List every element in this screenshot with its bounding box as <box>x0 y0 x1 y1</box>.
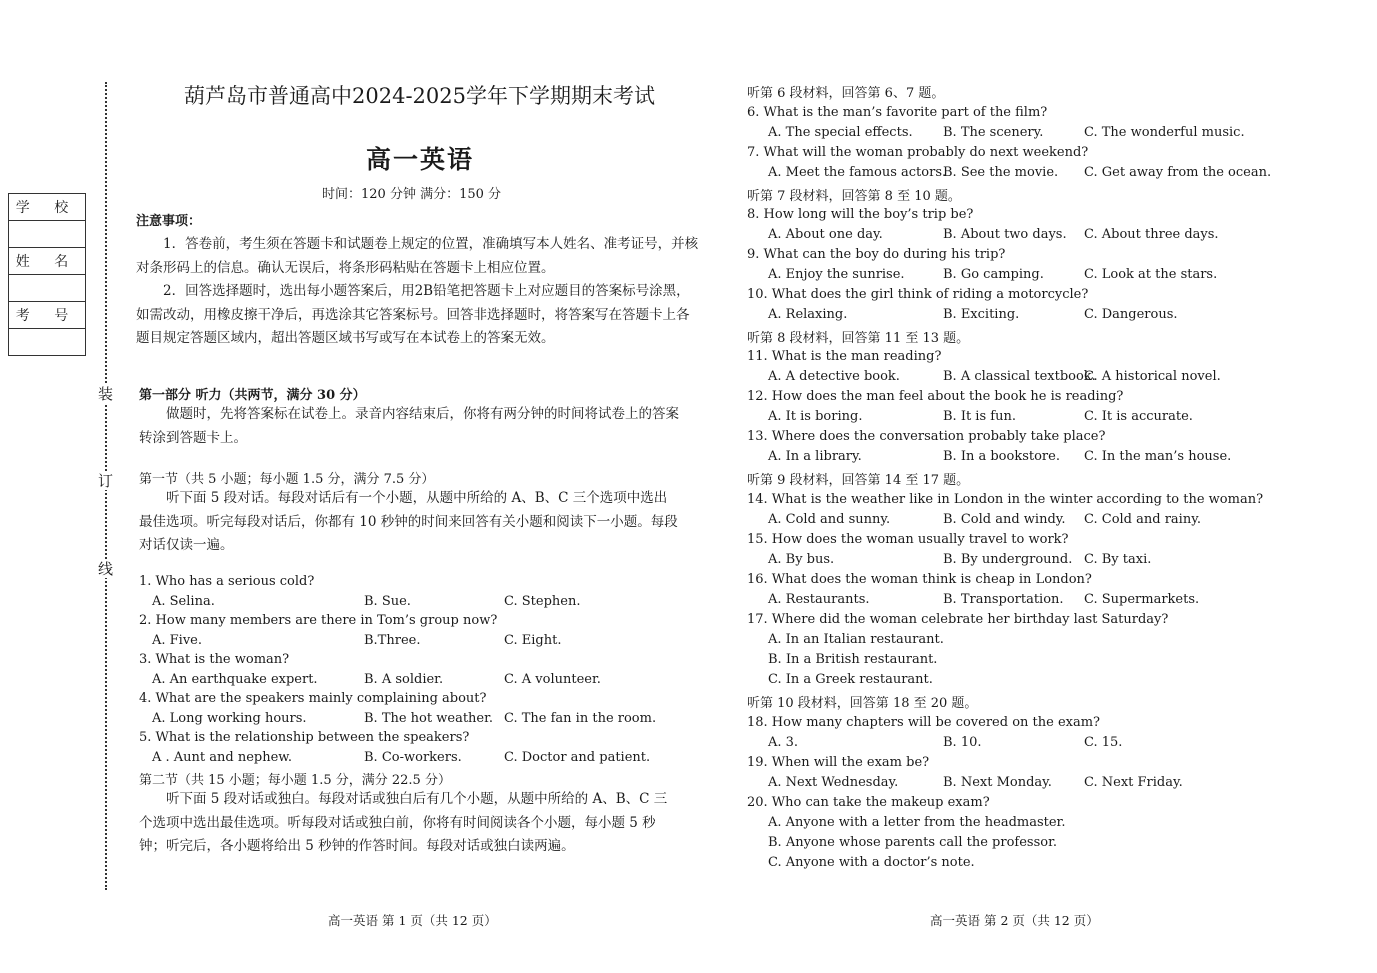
footer-page-1: 高一英语 第 1 页（共 12 页） <box>328 913 497 928</box>
q14-option-b[interactable]: B. Cold and windy. <box>943 512 1066 527</box>
q10-option-c[interactable]: C. Dangerous. <box>1084 307 1178 322</box>
material-8-heading: 听第 8 段材料，回答第 11 至 13 题。 <box>747 331 970 346</box>
name-label: 姓 名 <box>9 248 85 275</box>
q17-option-c[interactable]: C. In a Greek restaurant. <box>768 672 933 687</box>
question-12: 12. How does the man feel about the book he is reading? <box>747 389 1124 404</box>
q3-option-c[interactable]: C. A volunteer. <box>504 672 601 687</box>
q3-option-a[interactable]: A. An earthquake expert. <box>152 672 318 687</box>
q10-option-b[interactable]: B. Exciting. <box>943 307 1020 322</box>
q1-option-b[interactable]: B. Sue. <box>364 594 411 609</box>
question-2: 2. How many members are there in Tom’s group now? <box>139 613 498 628</box>
q17-option-b[interactable]: B. In a British restaurant. <box>768 652 938 667</box>
q14-option-c[interactable]: C. Cold and rainy. <box>1084 512 1201 527</box>
question-6: 6. What is the man’s favorite part of the film? <box>747 105 1048 120</box>
part1-intro: 做题时，先将答案标在试卷上。录音内容结束后，你将有两分钟的时间将试卷上的答案转涂到答题卡上。 <box>139 406 679 446</box>
part1-heading: 第一部分 听力（共两节，满分 30 分） <box>139 388 366 403</box>
q7-option-c[interactable]: C. Get away from the ocean. <box>1084 165 1272 180</box>
q2-option-c[interactable]: C. Eight. <box>504 633 562 648</box>
q15-option-c[interactable]: C. By taxi. <box>1084 552 1152 567</box>
q11-option-a[interactable]: A. A detective book. <box>768 369 900 384</box>
material-7-heading: 听第 7 段材料，回答第 8 至 10 题。 <box>747 189 961 204</box>
q1-option-c[interactable]: C. Stephen. <box>504 594 581 609</box>
school-field[interactable] <box>9 221 85 248</box>
q6-option-a[interactable]: A. The special effects. <box>768 125 913 140</box>
q6-option-c[interactable]: C. The wonderful music. <box>1084 125 1245 140</box>
q16-option-c[interactable]: C. Supermarkets. <box>1084 592 1200 607</box>
q18-option-c[interactable]: C. 15. <box>1084 735 1123 750</box>
subject-title: 高一英语 <box>366 145 475 174</box>
section2-heading: 第二节（共 15 小题；每小题 1.5 分，满分 22.5 分） <box>139 773 451 788</box>
student-info-table <box>8 193 86 356</box>
exam-number-label: 考 号 <box>9 302 85 329</box>
question-14: 14. What is the weather like in London in the winter according to the woman? <box>747 492 1264 507</box>
notice-item-1: 1．答卷前，考生须在答题卡和试题卷上规定的位置，准确填写本人姓名、准考证号，并核对条形码上的信息。确认无误后，将条形码粘贴在答题卡上相应位置。 <box>136 236 699 276</box>
q14-option-a[interactable]: A. Cold and sunny. <box>768 512 891 527</box>
q20-option-b[interactable]: B. Anyone whose parents call the professor. <box>768 835 1058 850</box>
q13-option-b[interactable]: B. In a bookstore. <box>943 449 1060 464</box>
q20-option-a[interactable]: A. Anyone with a letter from the headmaster. <box>768 815 1066 830</box>
q11-option-b[interactable]: B. A classical textbook. <box>943 369 1096 384</box>
question-18: 18. How many chapters will be covered on the exam? <box>747 715 1101 730</box>
q11-option-c[interactable]: C. A historical novel. <box>1084 369 1221 384</box>
q9-option-c[interactable]: C. Look at the stars. <box>1084 267 1218 282</box>
q18-option-b[interactable]: B. 10. <box>943 735 982 750</box>
q2-option-a[interactable]: A. Five. <box>152 633 203 648</box>
material-10-heading: 听第 10 段材料，回答第 18 至 20 题。 <box>747 696 978 711</box>
question-11: 11. What is the man reading? <box>747 349 942 364</box>
q8-option-a[interactable]: A. About one day. <box>768 227 883 242</box>
question-20: 20. Who can take the makeup exam? <box>747 795 990 810</box>
exam-number-field[interactable] <box>9 329 85 355</box>
q19-option-a[interactable]: A. Next Wednesday. <box>768 775 899 790</box>
binding-char-zhuang: 装 <box>98 385 114 403</box>
q8-option-b[interactable]: B. About two days. <box>943 227 1067 242</box>
q12-option-a[interactable]: A. It is boring. <box>768 409 863 424</box>
q12-option-c[interactable]: C. It is accurate. <box>1084 409 1193 424</box>
q20-option-c[interactable]: C. Anyone with a doctor’s note. <box>768 855 975 870</box>
q1-option-a[interactable]: A. Selina. <box>152 594 215 609</box>
question-19: 19. When will the exam be? <box>747 755 930 770</box>
question-4: 4. What are the speakers mainly complaining about? <box>139 691 487 706</box>
section1-intro: 听下面 5 段对话。每段对话后有一个小题，从题中所给的 A、B、C 三个选项中选出最佳选项。听完每段对话后，你都有 10 秒钟的时间来回答有关小题和阅读下一小题。每段对话仅读一遍。 <box>139 490 678 553</box>
q4-option-b[interactable]: B. The hot weather. <box>364 711 494 726</box>
binding-char-ding: 订 <box>98 472 114 490</box>
q12-option-b[interactable]: B. It is fun. <box>943 409 1016 424</box>
notice-item-2: 2．回答选择题时，选出每小题答案后，用2B铅笔把答题卡上对应题目的答案标号涂黑，如需改动，用橡皮擦干净后，再选涂其它答案标号。回答非选择题时，将答案写在答题卡上各题目规定答题区域内，超出答题区域书写或写在本试卷上的答案无效。 <box>136 283 690 346</box>
question-8: 8. How long will the boy’s trip be? <box>747 207 974 222</box>
binding-char-xian: 线 <box>98 560 114 578</box>
material-9-heading: 听第 9 段材料，回答第 14 至 17 题。 <box>747 473 970 488</box>
q8-option-c[interactable]: C. About three days. <box>1084 227 1219 242</box>
footer-page-2: 高一英语 第 2 页（共 12 页） <box>930 913 1099 928</box>
q5-option-a[interactable]: A . Aunt and nephew. <box>152 750 293 765</box>
material-6-heading: 听第 6 段材料，回答第 6、7 题。 <box>747 86 945 101</box>
school-label: 学 校 <box>9 194 85 221</box>
q3-option-b[interactable]: B. A soldier. <box>364 672 444 687</box>
time-info: 时间：120 分钟 满分：150 分 <box>322 187 502 202</box>
q10-option-a[interactable]: A. Relaxing. <box>768 307 848 322</box>
q2-option-b[interactable]: B.Three. <box>364 633 421 648</box>
q15-option-a[interactable]: A. By bus. <box>768 552 835 567</box>
question-10: 10. What does the girl think of riding a motorcycle? <box>747 287 1089 302</box>
q18-option-a[interactable]: A. 3. <box>768 735 799 750</box>
question-16: 16. What does the woman think is cheap in London? <box>747 572 1092 587</box>
q19-option-c[interactable]: C. Next Friday. <box>1084 775 1183 790</box>
name-field[interactable] <box>9 275 85 302</box>
q15-option-b[interactable]: B. By underground. <box>943 552 1073 567</box>
q16-option-a[interactable]: A. Restaurants. <box>768 592 870 607</box>
q4-option-a[interactable]: A. Long working hours. <box>152 711 307 726</box>
question-7: 7. What will the woman probably do next weekend? <box>747 145 1089 160</box>
q19-option-b[interactable]: B. Next Monday. <box>943 775 1052 790</box>
section2-intro: 听下面 5 段对话或独白。每段对话或独白后有几个小题，从题中所给的 A、B、C 三个选项中选出最佳选项。听每段对话或独白前，你将有时间阅读各个小题，每小题 5 秒钟；听完后，各小题将给出 5 秒钟的作答时间。每段对话或独白读两遍。 <box>139 791 668 854</box>
question-1: 1. Who has a serious cold? <box>139 574 315 589</box>
q7-option-b[interactable]: B. See the movie. <box>943 165 1059 180</box>
question-13: 13. Where does the conversation probably take place? <box>747 429 1106 444</box>
question-3: 3. What is the woman? <box>139 652 290 667</box>
q6-option-b[interactable]: B. The scenery. <box>943 125 1044 140</box>
section1-heading: 第一节（共 5 小题；每小题 1.5 分，满分 7.5 分） <box>139 472 435 487</box>
exam-title: 葫芦岛市普通高中2024-2025学年下学期期末考试 <box>184 84 655 108</box>
q5-option-b[interactable]: B. Co-workers. <box>364 750 462 765</box>
question-17: 17. Where did the woman celebrate her birthday last Saturday? <box>747 612 1169 627</box>
notice-heading: 注意事项： <box>136 214 202 229</box>
q17-option-a[interactable]: A. In an Italian restaurant. <box>768 632 944 647</box>
question-9: 9. What can the boy do during his trip? <box>747 247 1006 262</box>
q7-option-a[interactable]: A. Meet the famous actors. <box>768 165 947 180</box>
q16-option-b[interactable]: B. Transportation. <box>943 592 1064 607</box>
q9-option-b[interactable]: B. Go camping. <box>943 267 1044 282</box>
question-15: 15. How does the woman usually travel to work? <box>747 532 1069 547</box>
q13-option-a[interactable]: A. In a library. <box>768 449 862 464</box>
q9-option-a[interactable]: A. Enjoy the sunrise. <box>768 267 905 282</box>
question-5: 5. What is the relationship between the speakers? <box>139 730 470 745</box>
q4-option-c[interactable]: C. The fan in the room. <box>504 711 657 726</box>
q5-option-c[interactable]: C. Doctor and patient. <box>504 750 651 765</box>
q13-option-c[interactable]: C. In the man’s house. <box>1084 449 1232 464</box>
